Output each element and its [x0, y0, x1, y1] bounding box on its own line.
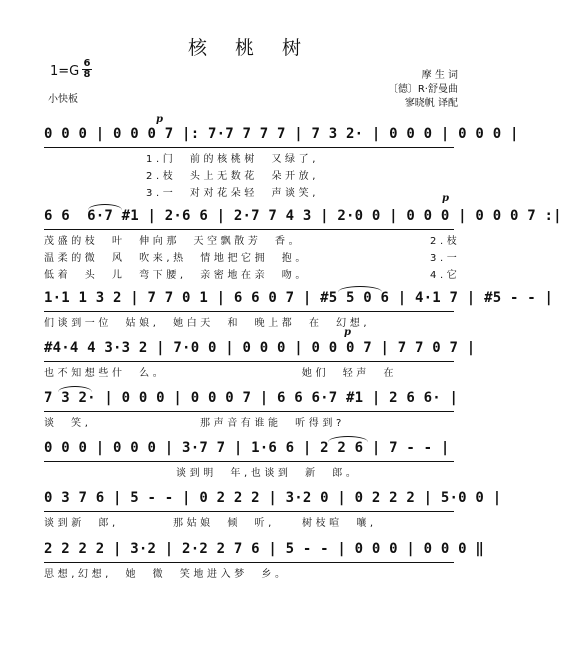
meter-numerator: 6 — [83, 58, 91, 69]
lyric-line: 低着 头 儿 弯下腰, 亲密地在亲 吻。 — [44, 270, 309, 281]
lyric-line: 温柔的微 风 吹来,热 情地把它拥 抱。 — [44, 253, 310, 264]
lyric-line: 3.一 — [430, 253, 461, 264]
notation-line-1: 0 0 0 | 0 0 0 7 |: 7·7 7 7 7 | 7 3 2· | 0 0 0 | 0 0 0 | — [44, 126, 519, 142]
lyric-line: 也不知想些什 么。 她们 轻声 在 — [44, 368, 398, 379]
notation-line-5: 7 3 2· | 0 0 0 | 0 0 0 7 | 6 6 6·7 #1 | 2 6 6· | — [44, 390, 459, 406]
lyric-line: 谈到新 郎, 那姑娘 倾 听, 树枝喧 嚷, — [44, 518, 377, 529]
lyric-line: 2.枝 — [430, 236, 461, 247]
meter-denominator: 8 — [83, 69, 91, 80]
tempo-marking: 小快板 — [48, 94, 78, 105]
lyric-line: 思想,幻想, 她 微 笑地进入梦 乡。 — [44, 569, 289, 580]
lyric-line: 2.枝 头上无数花 朵开放, — [146, 171, 320, 182]
beam-line — [44, 511, 454, 512]
beam-line — [44, 411, 454, 412]
slur — [88, 204, 122, 210]
beam-line — [44, 361, 454, 362]
lyric-line: 谈到明 年,也谈到 新 郎。 — [176, 468, 360, 479]
notation-line-4: #4·4 4 3·3 2 | 7·0 0 | 0 0 0 | 0 0 0 7 | 7 7 0 7 | — [44, 340, 476, 356]
lyric-line: 4.它 — [430, 270, 461, 281]
dynamic-marking: p — [442, 193, 449, 204]
beam-line — [44, 562, 454, 563]
slur — [338, 286, 382, 292]
dynamic-marking: p — [344, 327, 351, 338]
composer-credit: 〔德〕R·舒曼曲 — [387, 84, 458, 95]
beam-line — [44, 229, 454, 230]
lyric-line: 3.一 对对花朵轻 声谈笑, — [146, 188, 320, 199]
notation-line-2: 6 6 6·7 #1 | 2·6 6 | 2·7 7 4 3 | 2·0 0 | 0 0 0 | 0 0 0 7 :| — [44, 208, 562, 224]
notation-line-3: 1·1 1 3 2 | 7 7 0 1 | 6 6 0 7 | #5 5 0 6 | 4·1 7 | #5 - - | — [44, 290, 554, 306]
lyric-line: 们谈到一位 姑娘, 她白天 和 晚上都 在 幻想, — [44, 318, 371, 329]
slur — [58, 386, 92, 392]
dynamic-marking: p — [156, 114, 163, 125]
time-signature — [82, 59, 92, 80]
beam-line — [44, 311, 454, 312]
lyric-line: 茂盛的枝 叶 伸向那 天空飘散芳 香。 — [44, 236, 303, 247]
lyricist-credit: 摩 生 词 — [421, 70, 458, 81]
key-signature: 1=G — [50, 64, 80, 79]
notation-line-7: 0 3 7 6 | 5 - - | 0 2 2 2 | 3·2 0 | 0 2 2 2 | 5·0 0 | — [44, 490, 502, 506]
slur — [328, 436, 368, 442]
beam-line — [44, 147, 454, 148]
notation-line-8: 2 2 2 2 | 3·2 | 2·2 2 7 6 | 5 - - | 0 0 0 | 0 0 0 ‖ — [44, 541, 485, 557]
lyric-line: 1.门 前的核桃树 又绿了, — [146, 154, 320, 165]
beam-line — [44, 461, 454, 462]
song-title: 核 桃 树 — [187, 37, 313, 59]
arranger-credit: 寥晓帆 译配 — [404, 98, 458, 109]
notation-line-6: 0 0 0 | 0 0 0 | 3·7 7 | 1·6 6 | 2 2 6 | 7 - - | — [44, 440, 450, 456]
lyric-line: 谈 笑, 那声音有谁能 听得到? — [44, 418, 345, 429]
